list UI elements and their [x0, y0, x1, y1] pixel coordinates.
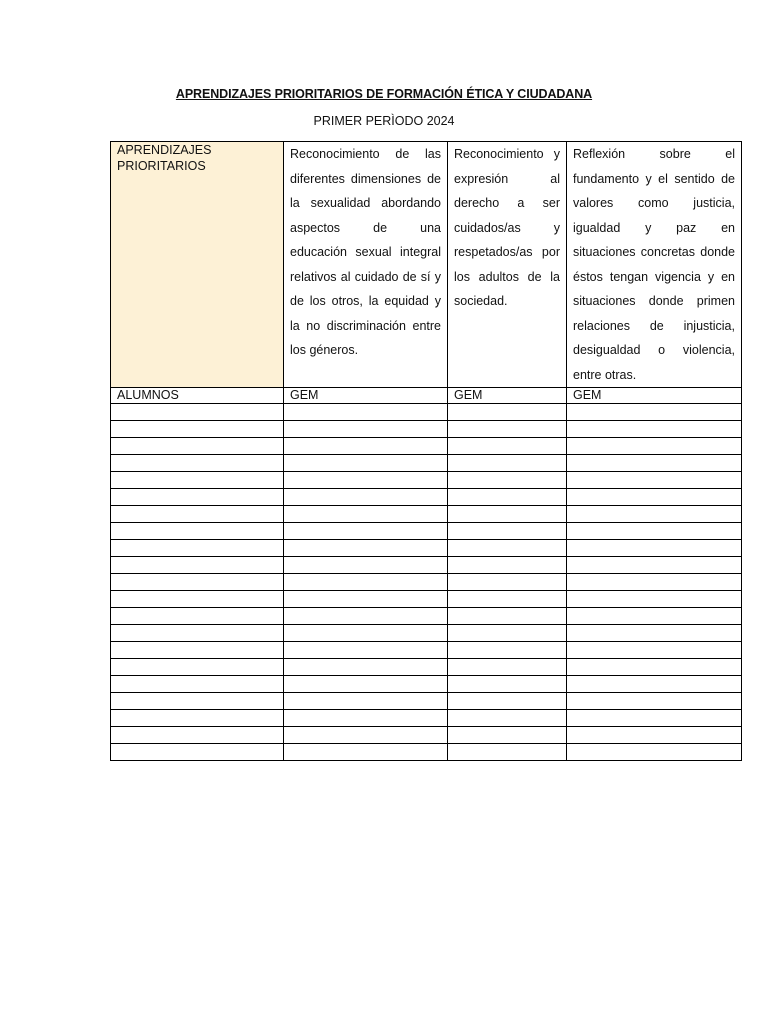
document-subtitle: PRIMER PERÌODO 2024	[313, 114, 455, 128]
student-cell[interactable]	[111, 421, 284, 438]
code-cell-1: GEM	[284, 388, 448, 404]
student-cell[interactable]	[567, 608, 742, 625]
student-cell[interactable]	[111, 557, 284, 574]
student-cell[interactable]	[284, 438, 448, 455]
student-cell[interactable]	[567, 540, 742, 557]
student-row	[111, 693, 742, 710]
student-row	[111, 591, 742, 608]
student-cell[interactable]	[567, 625, 742, 642]
student-cell[interactable]	[284, 710, 448, 727]
student-cell[interactable]	[284, 506, 448, 523]
student-cell[interactable]	[111, 489, 284, 506]
student-cell[interactable]	[567, 489, 742, 506]
student-cell[interactable]	[111, 676, 284, 693]
header-label-cell: APRENDIZAJES PRIORITARIOS	[111, 142, 284, 388]
student-row	[111, 659, 742, 676]
student-cell[interactable]	[111, 625, 284, 642]
student-row	[111, 523, 742, 540]
student-cell[interactable]	[567, 523, 742, 540]
student-row	[111, 472, 742, 489]
document-title: APRENDIZAJES PRIORITARIOS DE FORMACIÓN ÉTICA Y CIUDADANA	[175, 87, 593, 101]
student-cell[interactable]	[448, 625, 567, 642]
student-cell[interactable]	[567, 421, 742, 438]
student-cell[interactable]	[448, 523, 567, 540]
student-cell[interactable]	[567, 455, 742, 472]
student-cell[interactable]	[111, 472, 284, 489]
student-cell[interactable]	[448, 659, 567, 676]
students-label-cell: ALUMNOS	[111, 388, 284, 404]
student-cell[interactable]	[111, 744, 284, 761]
student-cell[interactable]	[111, 574, 284, 591]
student-cell[interactable]	[111, 727, 284, 744]
student-cell[interactable]	[567, 744, 742, 761]
student-cell[interactable]	[567, 472, 742, 489]
student-cell[interactable]	[111, 404, 284, 421]
student-cell[interactable]	[567, 642, 742, 659]
learning-cell-1: Reconocimiento de las diferentes dimensiones de la sexualidad abordando aspectos de una educación sexual integral relativos al cuidado de sí y de los otros, la equidad y la no discriminación entre los géneros.	[284, 142, 448, 388]
student-cell[interactable]	[111, 506, 284, 523]
student-cell[interactable]	[284, 540, 448, 557]
student-cell[interactable]	[448, 404, 567, 421]
student-cell[interactable]	[284, 472, 448, 489]
student-cell[interactable]	[284, 404, 448, 421]
student-row	[111, 557, 742, 574]
student-cell[interactable]	[448, 421, 567, 438]
student-cell[interactable]	[448, 693, 567, 710]
student-cell[interactable]	[567, 438, 742, 455]
student-row	[111, 744, 742, 761]
table-header-row	[111, 142, 742, 388]
student-cell[interactable]	[284, 744, 448, 761]
student-row	[111, 625, 742, 642]
student-cell[interactable]	[284, 489, 448, 506]
student-cell[interactable]	[111, 659, 284, 676]
learning-table	[110, 141, 742, 761]
student-cell[interactable]	[567, 693, 742, 710]
student-cell[interactable]	[284, 608, 448, 625]
student-cell[interactable]	[448, 642, 567, 659]
learning-cell-2: Reconocimiento y expresión al derecho a ser cuidados/as y respetados/as por los adultos de la sociedad.	[448, 142, 567, 388]
student-cell[interactable]	[284, 574, 448, 591]
student-row	[111, 710, 742, 727]
student-row	[111, 608, 742, 625]
student-cell[interactable]	[567, 659, 742, 676]
student-cell[interactable]	[111, 710, 284, 727]
students-label-row	[111, 388, 742, 404]
student-cell[interactable]	[111, 540, 284, 557]
student-cell[interactable]	[284, 659, 448, 676]
student-cell[interactable]	[111, 608, 284, 625]
code-cell-2: GEM	[448, 388, 567, 404]
student-cell[interactable]	[567, 676, 742, 693]
student-cell[interactable]	[284, 557, 448, 574]
student-cell[interactable]	[448, 744, 567, 761]
student-cell[interactable]	[448, 455, 567, 472]
code-cell-3: GEM	[567, 388, 742, 404]
student-cell[interactable]	[448, 557, 567, 574]
student-row	[111, 404, 742, 421]
student-cell[interactable]	[284, 727, 448, 744]
student-row	[111, 455, 742, 472]
student-row	[111, 540, 742, 557]
student-cell[interactable]	[567, 710, 742, 727]
student-row	[111, 421, 742, 438]
student-cell[interactable]	[284, 455, 448, 472]
student-cell[interactable]	[284, 676, 448, 693]
learning-cell-3: Reflexión sobre el fundamento y el sentido de valores como justicia, igualdad y paz en situaciones concretas donde éstos tengan vigencia y en situaciones donde primen relaciones de injusticia, desigualdad o violencia, entre otras.	[567, 142, 742, 388]
student-cell[interactable]	[448, 591, 567, 608]
student-cell[interactable]	[567, 591, 742, 608]
student-cell[interactable]	[448, 676, 567, 693]
student-cell[interactable]	[111, 591, 284, 608]
student-cell[interactable]	[448, 727, 567, 744]
student-row	[111, 574, 742, 591]
student-cell[interactable]	[448, 540, 567, 557]
student-cell[interactable]	[567, 727, 742, 744]
student-row	[111, 438, 742, 455]
student-cell[interactable]	[284, 625, 448, 642]
student-cell[interactable]	[567, 404, 742, 421]
student-cell[interactable]	[111, 693, 284, 710]
student-cell[interactable]	[448, 710, 567, 727]
student-cell[interactable]	[448, 489, 567, 506]
student-cell[interactable]	[111, 438, 284, 455]
student-row	[111, 489, 742, 506]
student-cell[interactable]	[448, 506, 567, 523]
student-cell[interactable]	[284, 523, 448, 540]
student-cell[interactable]	[284, 642, 448, 659]
student-cell[interactable]	[284, 693, 448, 710]
student-cell[interactable]	[448, 574, 567, 591]
student-row	[111, 642, 742, 659]
student-row	[111, 676, 742, 693]
student-row	[111, 727, 742, 744]
student-cell[interactable]	[567, 574, 742, 591]
student-cell[interactable]	[448, 472, 567, 489]
student-cell[interactable]	[567, 557, 742, 574]
student-row	[111, 506, 742, 523]
student-cell[interactable]	[111, 642, 284, 659]
student-cell[interactable]	[448, 438, 567, 455]
student-cell[interactable]	[111, 523, 284, 540]
student-cell[interactable]	[284, 591, 448, 608]
student-cell[interactable]	[284, 421, 448, 438]
student-cell[interactable]	[448, 608, 567, 625]
student-cell[interactable]	[567, 506, 742, 523]
student-cell[interactable]	[111, 455, 284, 472]
